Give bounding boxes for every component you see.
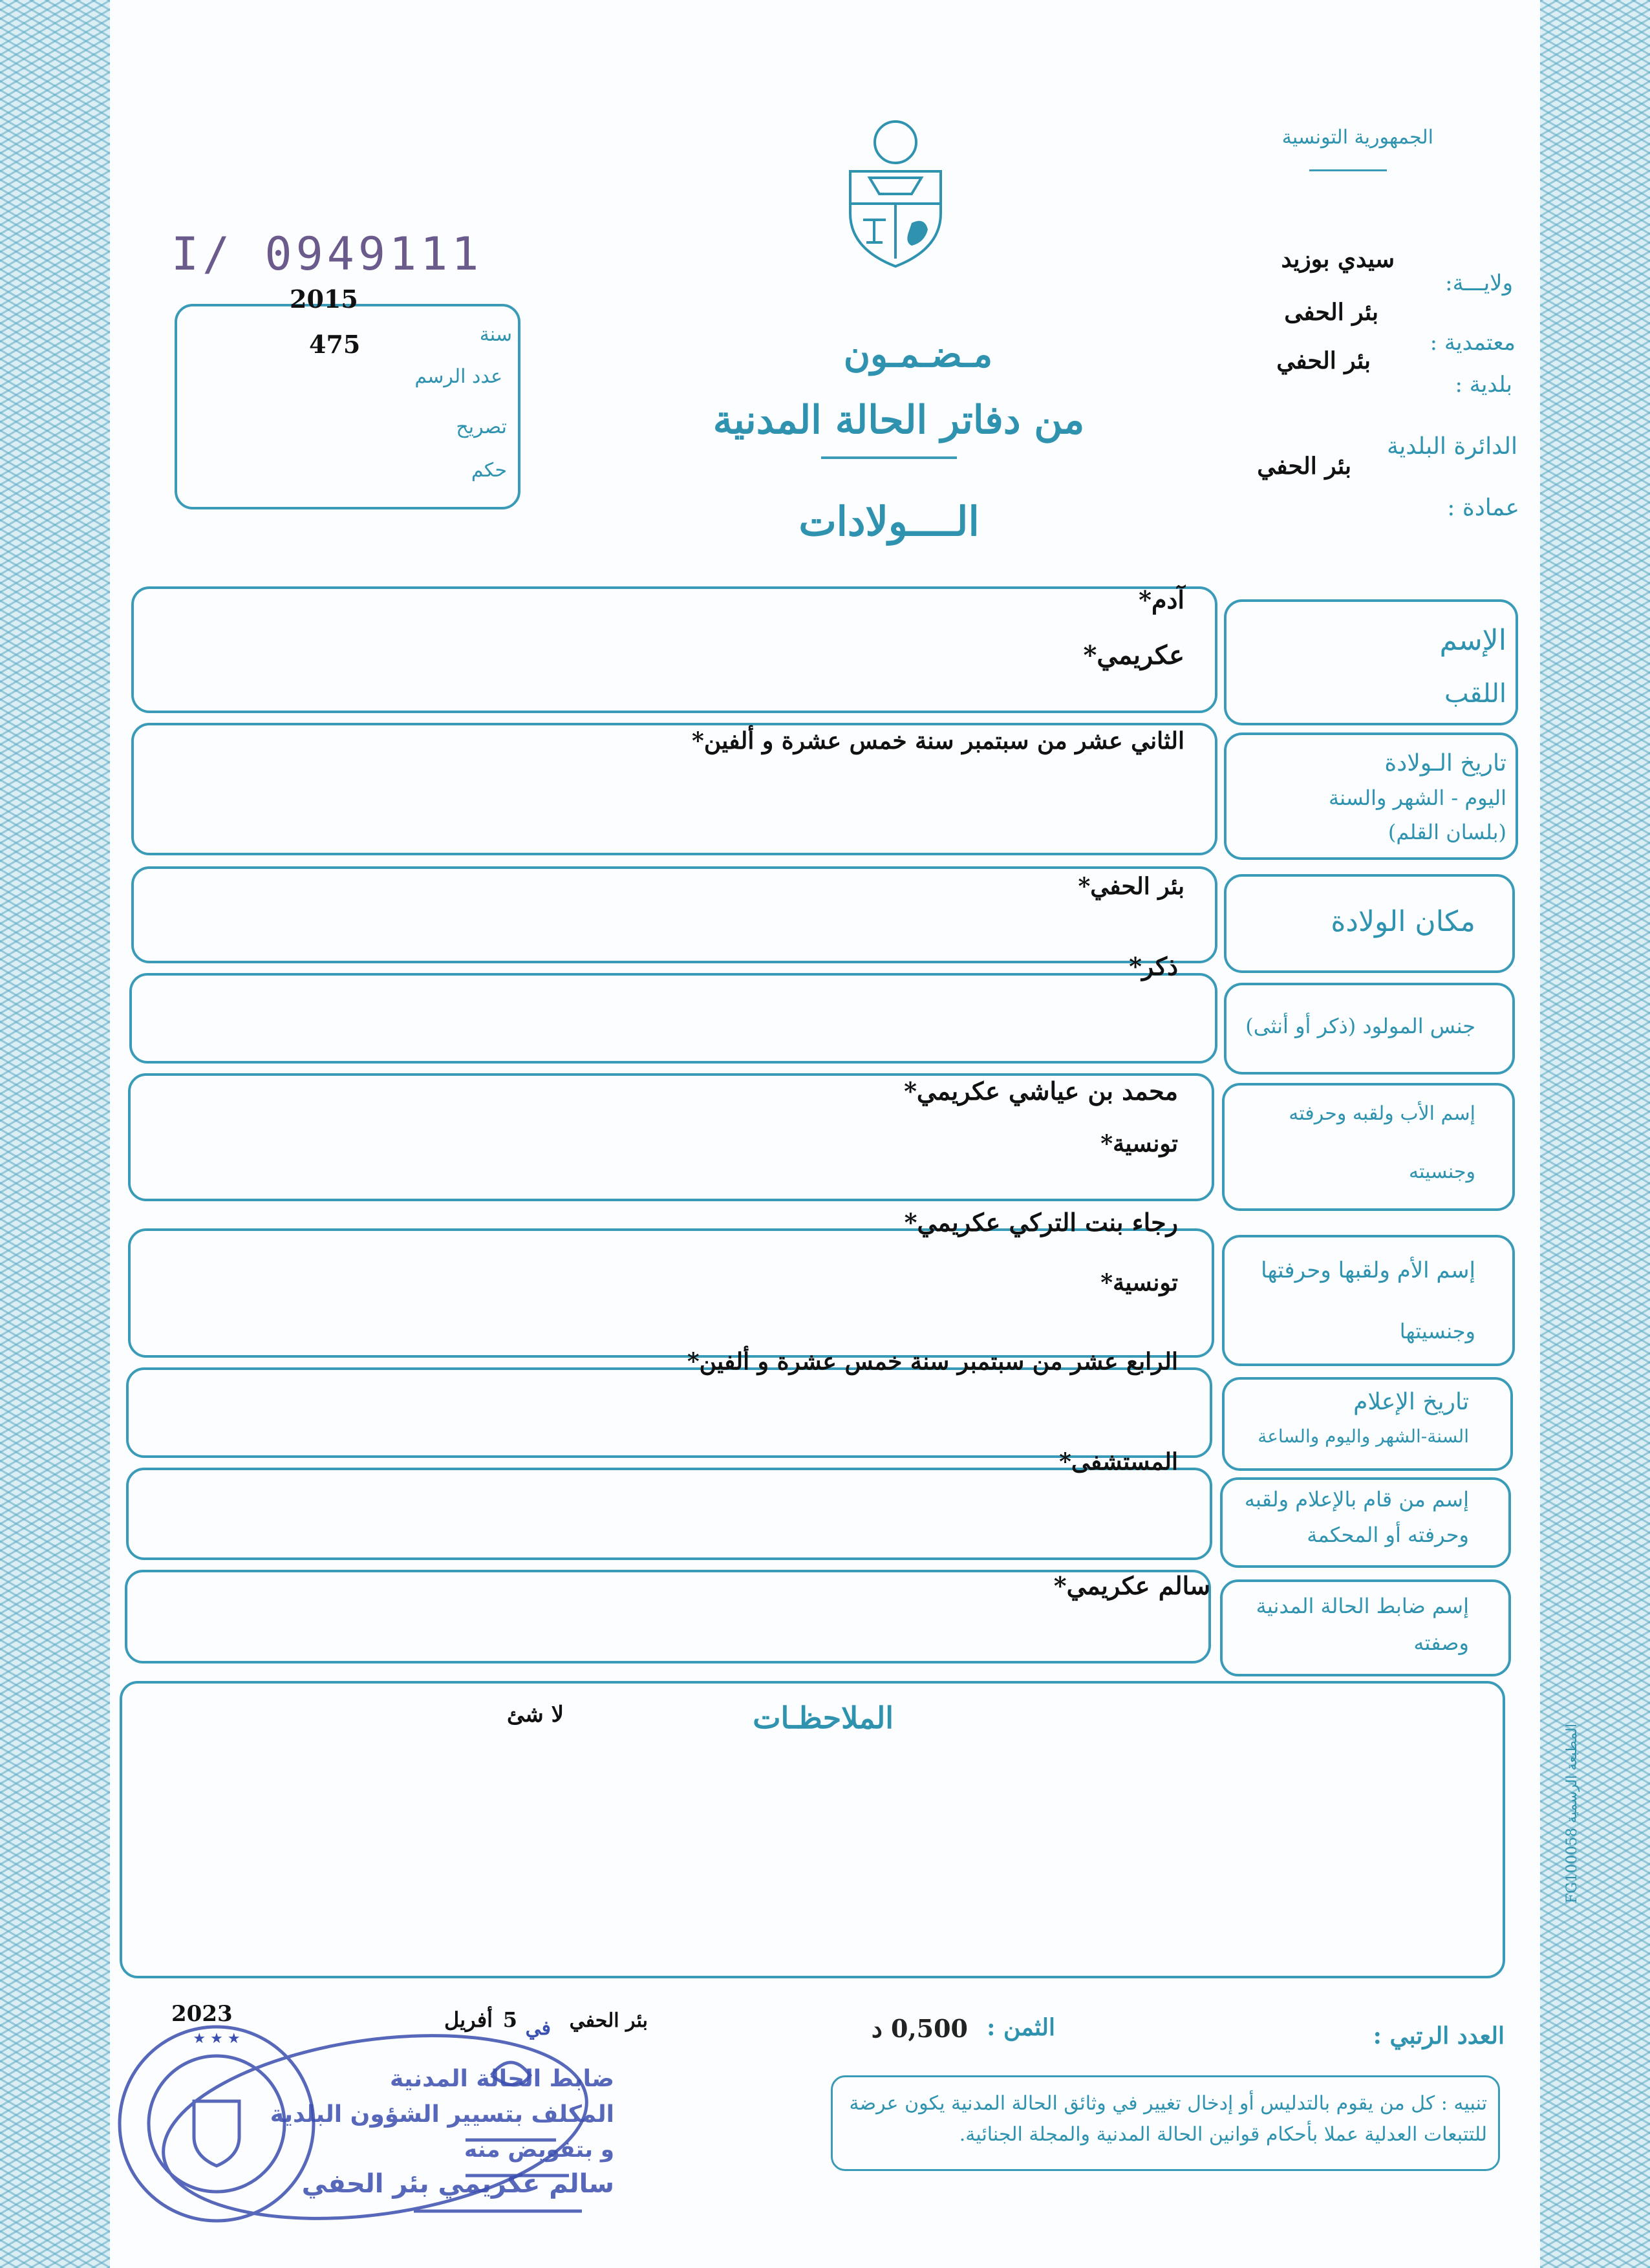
daira-value: بئر الحفي: [1257, 453, 1351, 480]
value-first-name: آدم*: [1139, 585, 1184, 614]
number-label: عدد الرسم: [414, 365, 502, 388]
issue-year: 2023: [171, 2001, 233, 2027]
issue-place: بئر الحفي: [569, 2009, 648, 2032]
warning-text: تنبيه : كل من يقوم بالتدليس أو إدخال تغيير في وثائق الحالة المدنية يكون عرضة للتتبعات العدلية عملا بأحكام قوانين الحالة المدنية والمجلة الجنائية.: [849, 2092, 1487, 2146]
value-sex: ذكر*: [1129, 952, 1178, 981]
label-birth-date-note: (بلسان القلم): [1388, 820, 1506, 844]
wilaya-label: ولايـــة:: [1445, 270, 1513, 296]
stamp-text-line-4: سالم عكريمي بئر الحفي: [301, 2169, 614, 2199]
value-father: محمد بن عياشي عكريمي*: [904, 1076, 1178, 1106]
value-registrar: سالم عكريمي*: [1053, 1571, 1210, 1600]
label-birth-date-sub: اليوم - الشهر والسنة: [1328, 786, 1506, 810]
value-declarant: المستشفى*: [1059, 1448, 1178, 1475]
label-father-nationality: وجنسيته: [1408, 1161, 1475, 1183]
value-birth-place: بئر الحفي*: [1078, 873, 1184, 900]
label-mother: إسم الأم ولقبها وحرفتها: [1261, 1257, 1475, 1283]
year-value: 2015: [290, 284, 358, 314]
remarks-label: الملاحظـات: [753, 1700, 894, 1735]
value-box-mother: [128, 1228, 1214, 1358]
label-declaration-date: تاريخ الإعلام: [1353, 1389, 1469, 1415]
value-box-registrar: [125, 1570, 1211, 1664]
label-declarant-sub: وحرفته أو المحكمة: [1307, 1523, 1469, 1547]
year-label: سنة: [479, 323, 512, 346]
tunisia-coat-of-arms-icon: [837, 116, 954, 272]
printer-side-text: المطبعة الرسمية FG100058: [1564, 1724, 1580, 1903]
value-box-sex: [129, 973, 1217, 1064]
label-declaration-date-sub: السنة-الشهر واليوم والساعة: [1258, 1426, 1469, 1447]
stamp-text-line-2: المكلف بتسيير الشؤون البلدية: [270, 2101, 614, 2128]
mootamadia-label: معتمدية :: [1430, 330, 1516, 356]
declaration-label: تصريح: [456, 416, 507, 438]
label-first-name: الإسم: [1439, 624, 1506, 657]
price-value: 0,500 د: [871, 2014, 968, 2043]
value-birth-date: الثاني عشر من سبتمبر سنة خمس عشرة و ألفين*: [692, 727, 1184, 754]
label-declarant: إسم من قام بالإعلام ولقبه: [1244, 1487, 1469, 1512]
label-registrar-sub: وصفته: [1413, 1631, 1469, 1655]
value-box-birth-place: [131, 866, 1217, 963]
issue-month: أفريل: [444, 2007, 493, 2032]
stamp-text-line-3: و بتفويض منه: [464, 2137, 614, 2163]
value-father-nationality: تونسية*: [1100, 1130, 1178, 1157]
label-box-mother: [1222, 1235, 1515, 1366]
value-mother: رجاء بنت التركي عكريمي*: [904, 1208, 1178, 1237]
svg-text:★ ★ ★: ★ ★ ★: [193, 2031, 241, 2047]
value-box-declaration-date: [126, 1367, 1212, 1458]
daira-label: الدائرة البلدية: [1386, 433, 1517, 460]
judgment-label: حكم: [471, 459, 507, 482]
label-father: إسم الأب ولقبه وحرفته: [1289, 1102, 1475, 1125]
title-civil-registers: من دفاتر الحالة المدنية: [712, 398, 1085, 443]
label-sex: جنس المولود (ذكر أو أنثى): [1245, 1014, 1475, 1038]
title-underline: [821, 456, 957, 459]
title-content: مـضـمـون: [843, 333, 993, 376]
mootamadia-value: بئر الحفى: [1284, 299, 1378, 326]
sequence-number-label: العدد الرتبي :: [1373, 2022, 1505, 2049]
baladia-label: بلدية :: [1455, 372, 1512, 398]
value-mother-nationality: تونسية*: [1100, 1269, 1178, 1296]
value-declaration-date: الرابع عشر من سبتمبر سنة خمس عشرة و ألفين*: [687, 1348, 1178, 1375]
register-number-value: 475: [309, 330, 361, 359]
issue-date-prefix: في: [525, 2017, 551, 2040]
serial-number: I/ 0949111: [171, 228, 483, 281]
republic-underline: [1309, 169, 1387, 171]
omada-label: عمادة :: [1447, 495, 1519, 521]
label-birth-place: مكان الولادة: [1331, 905, 1475, 938]
issue-day: 5: [502, 2007, 517, 2032]
label-mother-nationality: وجنسيتها: [1399, 1319, 1475, 1343]
remarks-value: لا شئ: [506, 1702, 564, 1728]
baladia-value: بئر الحفي: [1276, 347, 1371, 374]
price-label: الثمن :: [987, 2014, 1055, 2041]
republic-heading: الجمهورية التونسية: [1281, 126, 1433, 149]
right-guilloche-border: [1540, 0, 1650, 2268]
stamp-text-line-1: ضابط الحالة المدنية: [390, 2066, 614, 2092]
title-births: الــــولادات: [798, 498, 980, 545]
label-surname: اللقب: [1444, 679, 1506, 709]
value-box-declarant: [126, 1468, 1212, 1560]
left-guilloche-border: [0, 0, 110, 2268]
value-surname: عكريمي*: [1083, 640, 1184, 670]
value-box-name: [131, 586, 1217, 713]
label-birth-date: تاريخ الـولادة: [1384, 750, 1506, 776]
label-registrar: إسم ضابط الحالة المدنية: [1256, 1594, 1469, 1618]
wilaya-value: سيدي بوزيد: [1281, 246, 1395, 273]
